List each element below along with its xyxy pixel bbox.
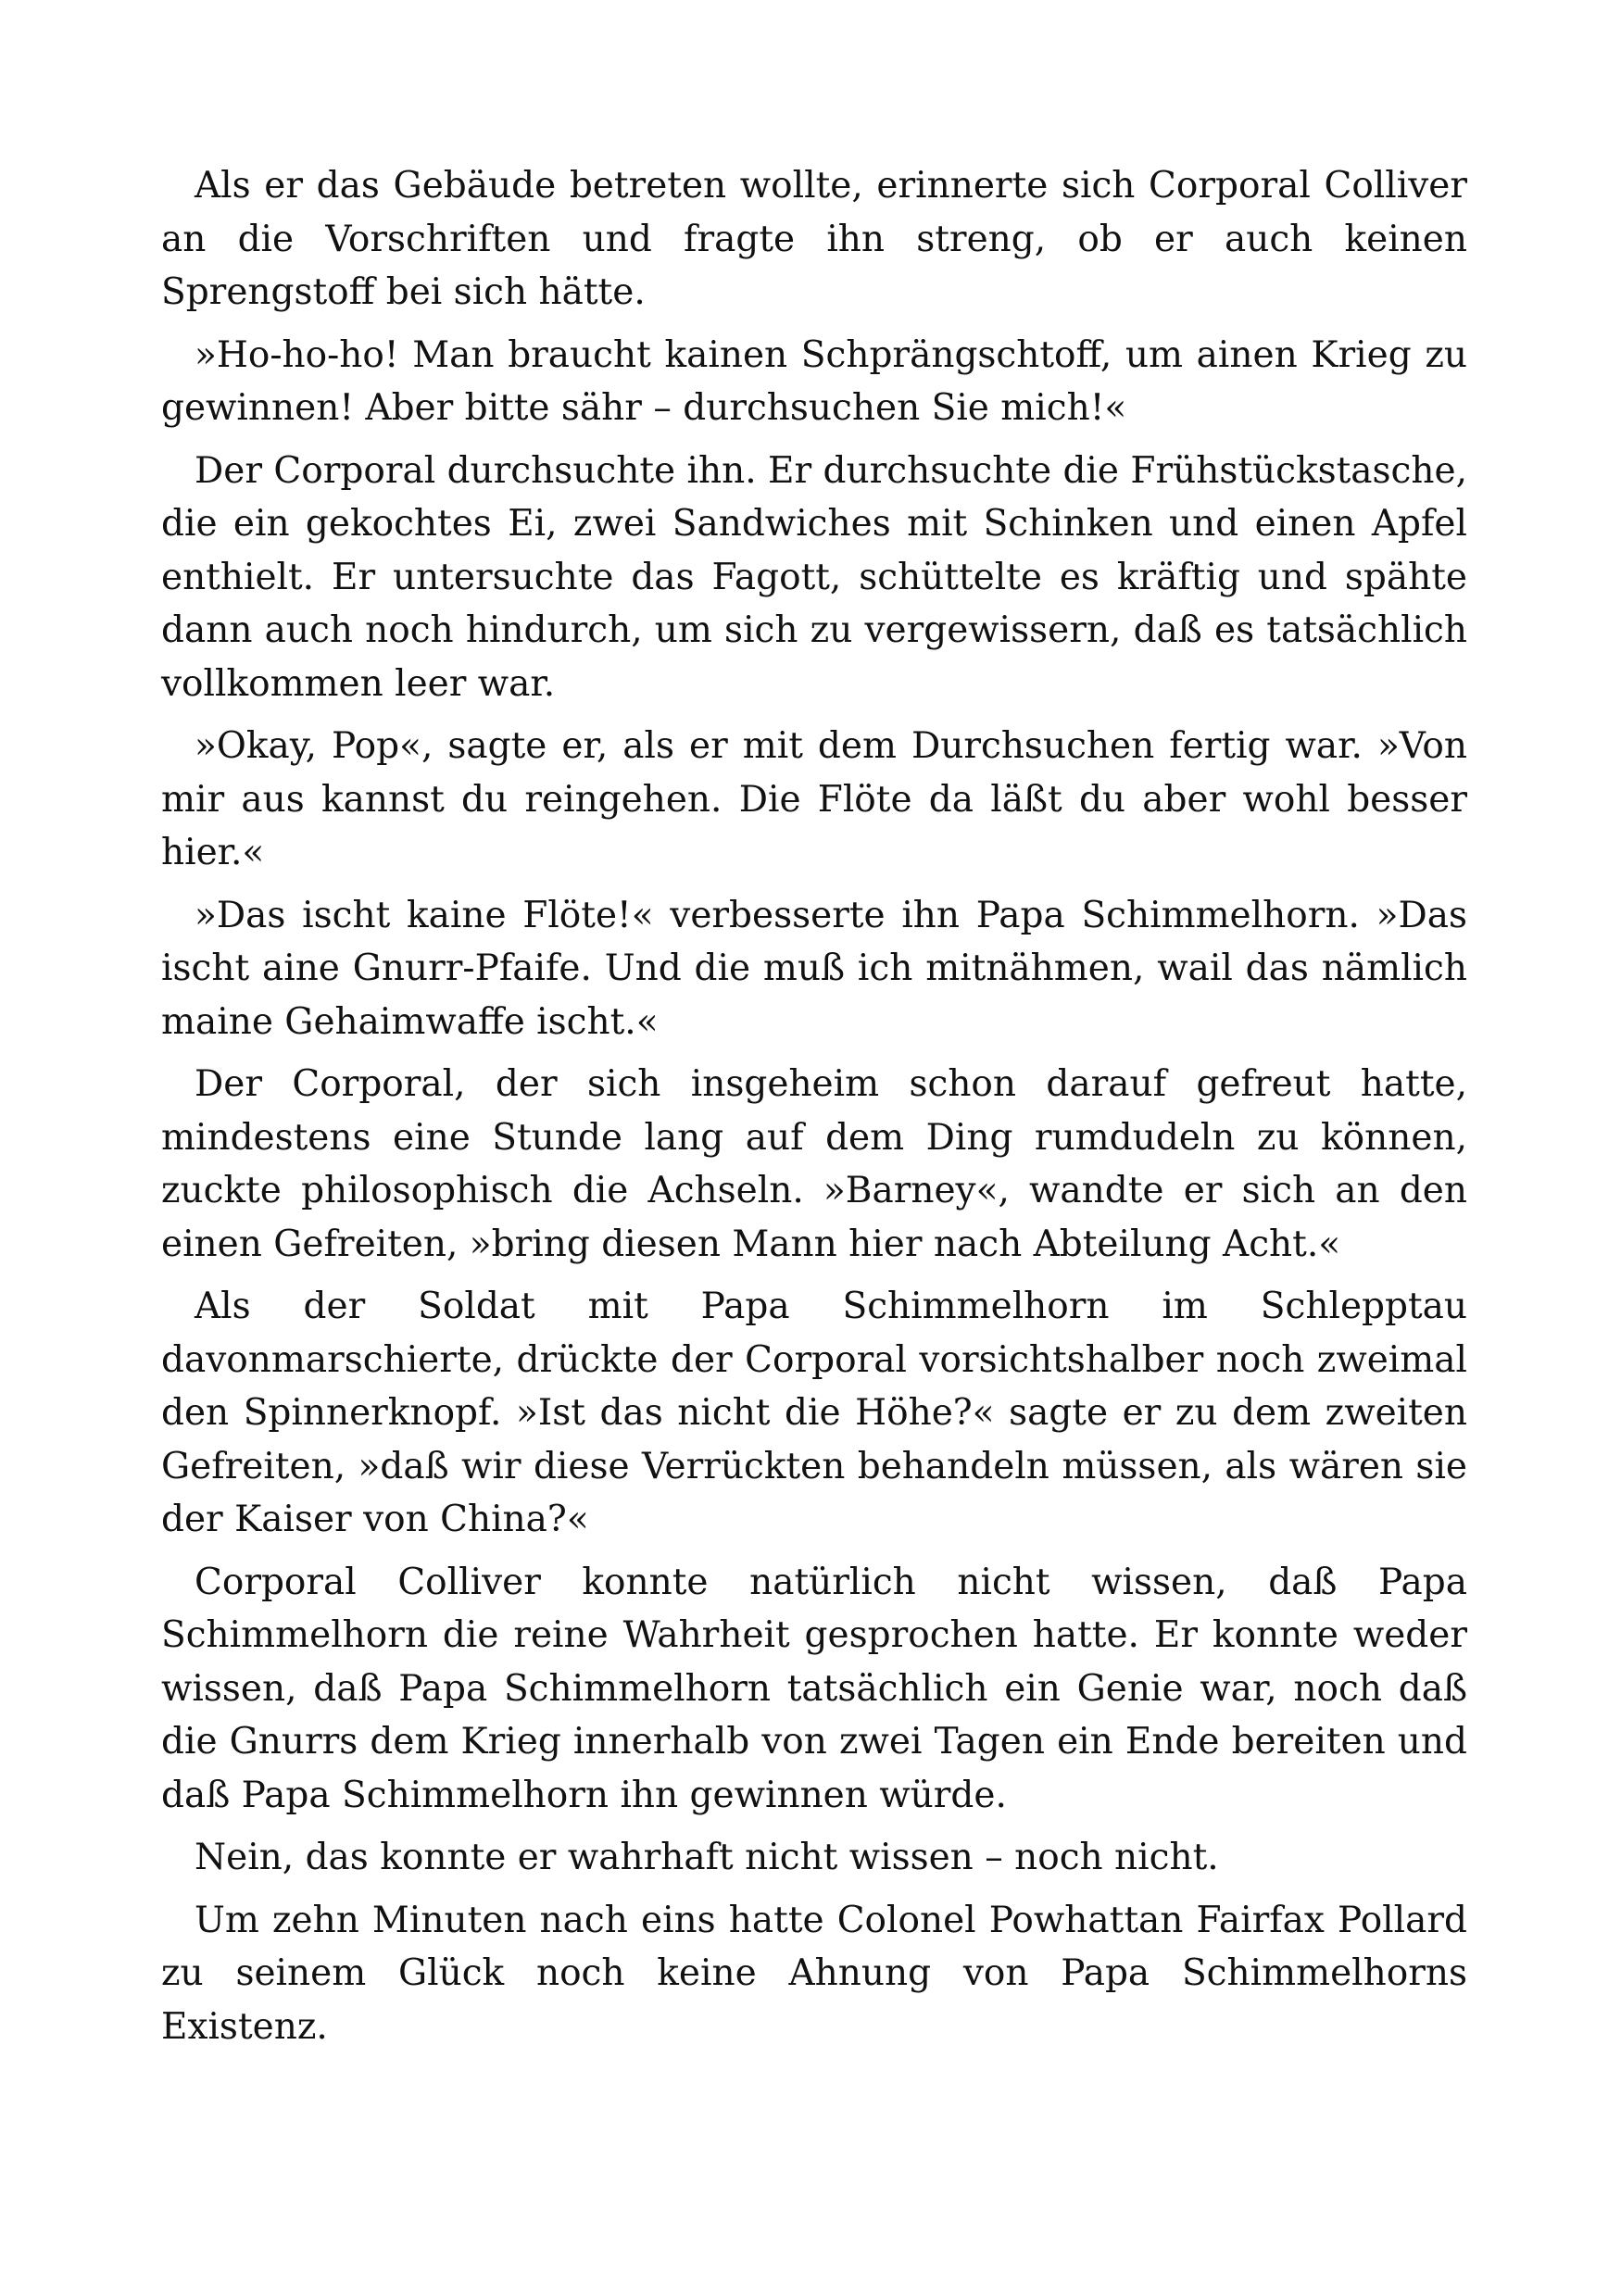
paragraph-10: Um zehn Minuten nach eins hatte Colonel Powhattan Fairfax Pollard zu seinem Glück noch keine Ahnung von Papa Schimmelhorns Existenz. bbox=[161, 1899, 1467, 2048]
paragraph-9: Nein, das konnte er wahrhaft nicht wissen – noch nicht. bbox=[195, 1837, 1219, 1878]
paragraph-4: »Okay, Pop«, sagte er, als er mit dem Durchsuchen fertig war. »Von mir aus kannst du reingehen. Die Flöte da läßt du aber wohl besser hier.« bbox=[161, 725, 1467, 873]
book-page bbox=[161, 159, 1467, 2063]
paragraph-3: Der Corporal durchsuchte ihn. Er durchsuchte die Frühstückstasche, die ein gekochtes Ei, zwei Sandwiches mit Schinken und einen Apfel enthielt. Er untersuchte das Fagott, schüttelte es kräftig und spähte dann auch noch hindurch, um sich zu vergewissern, daß es tatsächlich vollkommen leer war. bbox=[161, 449, 1467, 705]
paragraph-6: Der Corporal, der sich insgeheim schon darauf gefreut hatte, mindestens eine Stunde lang auf dem Ding rumdudeln zu können, zuckte philosophisch die Achseln. »Barney«, wandte er sich an den einen Gefreiten, »bring diesen Mann hier nach Abteilung Acht.« bbox=[161, 1063, 1467, 1265]
paragraph-1: Als er das Gebäude betreten wollte, erinnerte sich Corporal Colliver an die Vorschriften und fragte ihn streng, ob er auch keinen Sprengstoff bei sich hätte. bbox=[161, 165, 1467, 313]
paragraph-2: »Ho-ho-ho! Man braucht kainen Schprängschtoff, um ainen Krieg zu gewinnen! Aber bitte sähr – durchsuchen Sie mich!« bbox=[161, 333, 1467, 429]
paragraph-5: »Das ischt kaine Flöte!« verbesserte ihn Papa Schimmelhorn. »Das ischt aine Gnurr-Pfaife. Und die muß ich mitnähmen, wail das nämlich maine Gehaimwaffe ischt.« bbox=[161, 894, 1467, 1043]
paragraph-7: Als der Soldat mit Papa Schimmelhorn im Schlepptau davonmarschierte, drückte der Corporal vorsichtshalber noch zweimal den Spinnerknopf. »Ist das nicht die Höhe?« sagte er zu dem zweiten Gefreiten, »daß wir diese Verrückten behandeln müssen, als wären sie der Kaiser von China?« bbox=[161, 1286, 1467, 1540]
paragraph-8: Corporal Colliver konnte natürlich nicht wissen, daß Papa Schimmelhorn die reine Wahrheit gesprochen hatte. Er konnte weder wissen, daß Papa Schimmelhorn tatsächlich ein Genie war, noch daß die Gnurrs dem Krieg innerhalb von zwei Tagen ein Ende bereiten und daß Papa Schimmelhorn ihn gewinnen würde. bbox=[161, 1561, 1467, 1816]
